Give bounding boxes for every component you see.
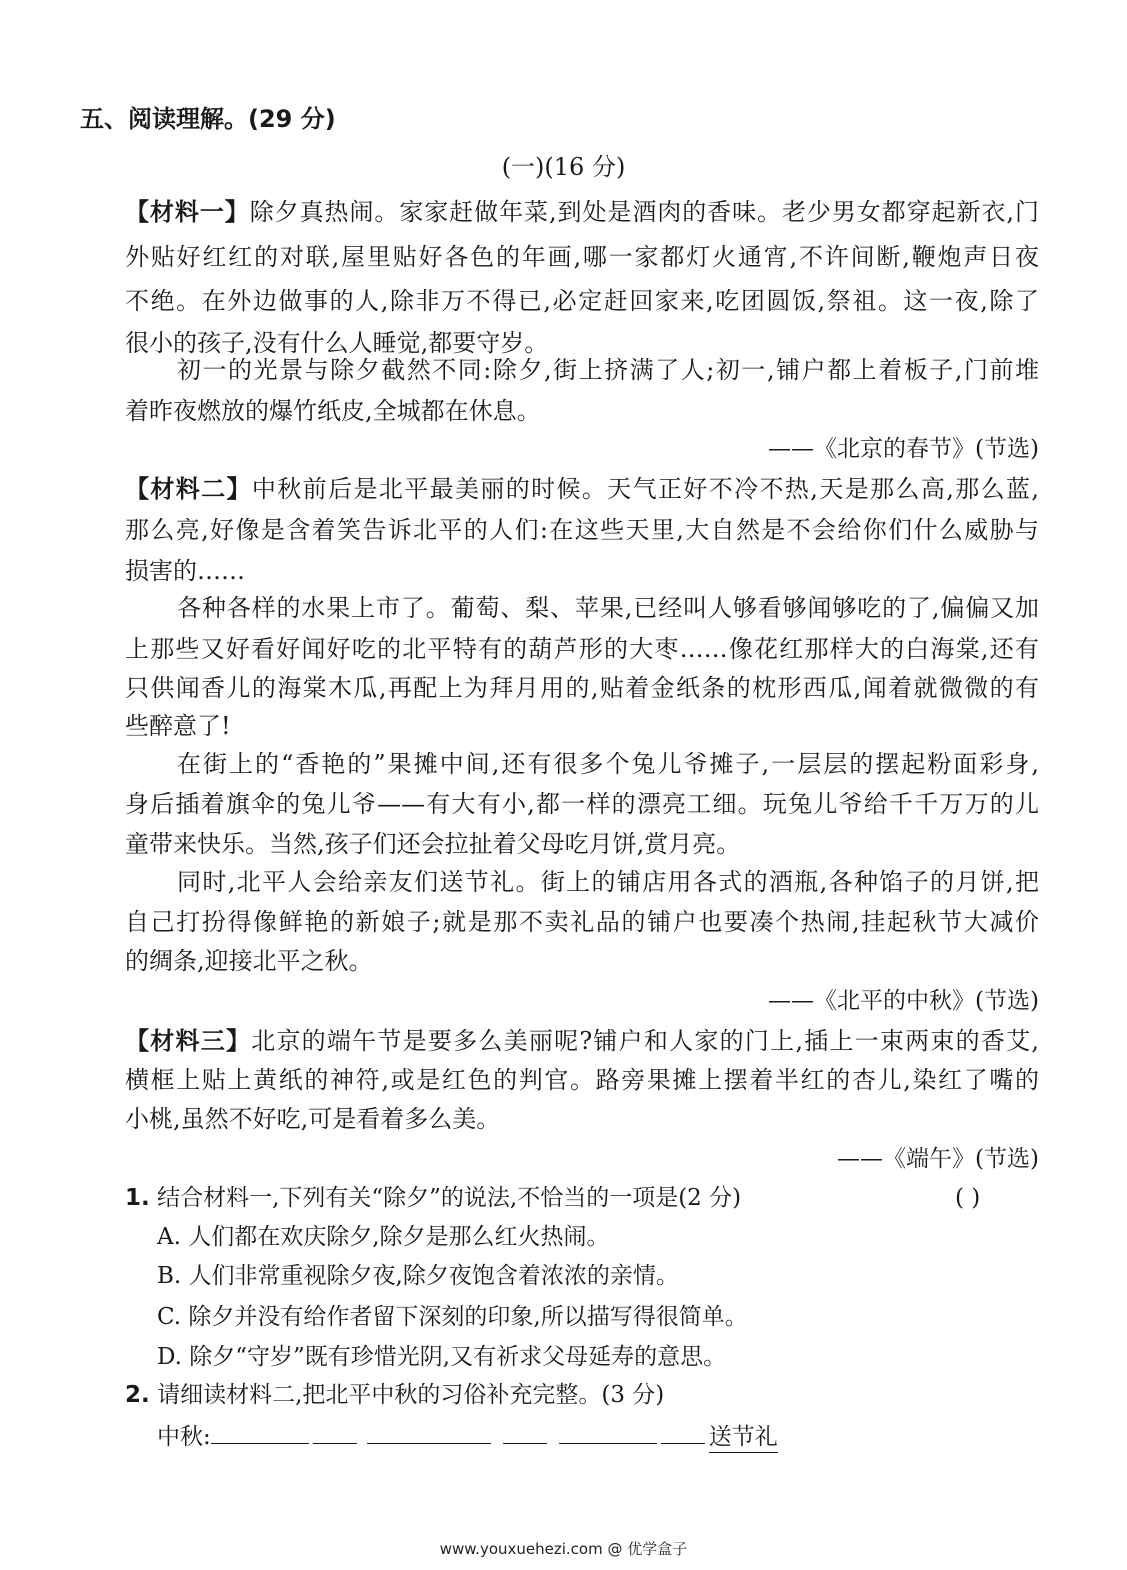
question1 bbox=[125, 1183, 741, 1213]
material3-line-3: 小桃,虽然不好吃,可是看着多么美。 bbox=[125, 1105, 501, 1133]
material1-line-5: 初一的光景与除夕截然不同:除夕,街上挤满了人;初一,铺户都上着板子,门前堆 bbox=[177, 356, 1039, 384]
material2-line-4: 各种各样的水果上市了。葡萄、梨、苹果,已经叫人够看够闻够吃的了,偏偏又加 bbox=[177, 594, 1039, 622]
question1-number: 1. bbox=[125, 1185, 150, 1211]
answer-blank-1[interactable] bbox=[211, 1419, 309, 1444]
question2-final-item: 送节礼 bbox=[709, 1424, 778, 1453]
arrow-dash bbox=[313, 1429, 357, 1444]
material2-line-3: 损害的…… bbox=[125, 557, 245, 585]
question1-option-c[interactable]: C. 除夕并没有给作者留下深刻的印象,所以描写得很简单。 bbox=[157, 1304, 748, 1330]
material2-line-5: 上那些又好看好闻好吃的北平特有的葫芦形的大枣……像花红那样大的白海棠,还有 bbox=[125, 635, 1039, 663]
arrow-dash bbox=[503, 1429, 547, 1444]
material2-line-8: 在街上的“香艳的”果摊中间,还有很多个兔儿爷摊子,一层层的摆起粉面彩身, bbox=[177, 750, 1039, 778]
answer-blank-3[interactable] bbox=[559, 1419, 657, 1444]
material2-line-13: 的绸条,迎接北平之秋。 bbox=[125, 947, 373, 975]
question2-text: 请细读材料二,把北平中秋的习俗补充完整。(3 分) bbox=[157, 1382, 665, 1408]
section-title: 五、阅读理解。(29 分) bbox=[80, 105, 336, 133]
question1-option-b[interactable]: B. 人们非常重视除夕夜,除夕夜饱含着浓浓的亲情。 bbox=[157, 1263, 679, 1289]
material1-line-6: 着昨夜燃放的爆竹纸皮,全城都在休息。 bbox=[125, 397, 541, 425]
material1-source: ——《北京的春节》(节选) bbox=[768, 436, 1039, 462]
material1-line-4: 很小的孩子,没有什么人睡觉,都要守岁。 bbox=[125, 329, 549, 357]
material2-line-9: 身后插着旗伞的兔儿爷——有大有小,都一样的漂亮工细。玩兔儿爷给千千万万的儿 bbox=[125, 790, 1039, 818]
material1-line-2: 外贴好红红的对联,屋里贴好各色的年画,哪一家都灯火通宵,不许间断,鞭炮声日夜 bbox=[125, 243, 1039, 271]
material2-tag: 【材料二】 bbox=[125, 475, 252, 503]
material3-source: ——《端午》(节选) bbox=[837, 1146, 1039, 1172]
material2-line-2: 那么亮,好像是含着笑告诉北平的人们:在这些天里,大自然是不会给你们什么威胁与 bbox=[125, 516, 1039, 544]
question2 bbox=[125, 1380, 664, 1410]
question2-prefix: 中秋: bbox=[157, 1424, 211, 1450]
material3-line-2: 横框上贴上黄纸的神符,或是红色的判官。路旁果摊上摆着半红的杏儿,染红了嘴的 bbox=[125, 1066, 1039, 1094]
answer-blank-2[interactable] bbox=[367, 1419, 491, 1444]
material1-line-3: 不绝。在外边做事的人,除非万不得已,必定赶回家来,吃团圆饭,祭祖。这一夜,除了 bbox=[125, 287, 1039, 315]
material2-line-11: 同时,北平人会给亲友们送节礼。街上的铺店用各式的酒瓶,各种馅子的月饼,把 bbox=[177, 868, 1039, 896]
material1-line-1: 【材料一】除夕真热闹。家家赶做年菜,到处是酒肉的香味。老少男女都穿起新衣,门 bbox=[125, 198, 1039, 226]
material2-line-12: 自己打扮得像鲜艳的新娘子;就是那不卖礼品的铺户也要凑个热闹,挂起秋节大减价 bbox=[125, 908, 1039, 936]
question2-number: 2. bbox=[125, 1382, 150, 1408]
question1-option-d[interactable]: D. 除夕“守岁”既有珍惜光阴,又有祈求父母延寿的意思。 bbox=[157, 1344, 727, 1370]
material3-line-1: 【材料三】北京的端午节是要多么美丽呢?铺户和人家的门上,插上一束两束的香艾, bbox=[125, 1027, 1039, 1055]
material2-line-6: 只供闻香儿的海棠木瓜,再配上为拜月用的,贴着金纸条的枕形西瓜,闻着就微微的有 bbox=[125, 674, 1039, 702]
material2-line-7: 些醉意了! bbox=[125, 712, 231, 740]
question1-option-a[interactable]: A. 人们都在欢庆除夕,除夕是那么红火热闹。 bbox=[157, 1224, 610, 1250]
material2-line-10: 童带来快乐。当然,孩子们还会拉扯着父母吃月饼,赏月亮。 bbox=[125, 830, 741, 858]
question1-answer-bracket[interactable]: ( ) bbox=[955, 1185, 981, 1211]
footer-watermark: www.youxuehezi.com @ 优学盒子 bbox=[439, 1540, 688, 1558]
question2-fill-row bbox=[157, 1419, 778, 1452]
arrow-dash bbox=[661, 1429, 705, 1444]
part-title: (一)(16 分) bbox=[501, 153, 626, 181]
material3-tag: 【材料三】 bbox=[125, 1027, 252, 1055]
material2-line-1: 【材料二】中秋前后是北平最美丽的时候。天气正好不冷不热,天是那么高,那么蓝, bbox=[125, 475, 1039, 503]
question1-text: 结合材料一,下列有关“除夕”的说法,不恰当的一项是(2 分) bbox=[157, 1185, 742, 1211]
material1-tag: 【材料一】 bbox=[125, 198, 250, 226]
material2-source: ——《北平的中秋》(节选) bbox=[768, 988, 1039, 1014]
